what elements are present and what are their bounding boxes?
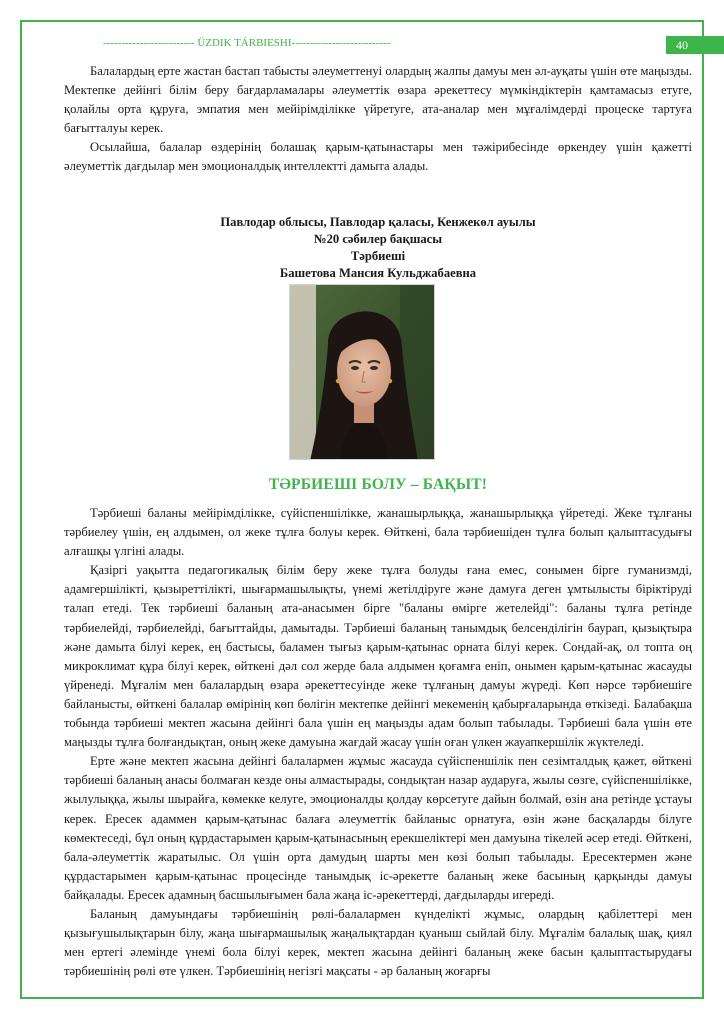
- article-paragraph: Ерте және мектеп жасына дейінгі балалармен жұмыс жасауда сүйіспеншілік пен сезімталдық қажет, өйткені тәрбиеші баланың анасы болмаған кезде оны алмастырады, сондықтан назар аударуға, жылы сөзге, сүйіспеншілікке, жылулыққа, жылы шырайға, көмекке келуге, эмоционалды қолдау көрсетуге дайын болмай, өзін ана ретінде ұстауы керек. Ересек адаммен қарым-қатынас балаға әлеуметтік байланыс орнатуға, өзін және басқаларды білуге көмектеседі, бұл оның құрдастарымен қарым-қатынасының ерекшеліктері мен дамуына тікелей әсер етеді. Өйткені, бала-әлеуметтік жаратылыс. Ол үшін орта дамудың шарты мен көзі болып табылады. Ересектермен және құрдастарымен қарым-қатынас процесінде танымдық іс-әрекетте баланың жеке басының қарқынды дамуы байқалады. Ересек адамның басшылығымен бала жаңа іс-әрекеттерді, дағдыларды игереді.: [64, 754, 693, 902]
- author-name: Башетова Мансия Кульджабаевна: [279, 266, 477, 280]
- article-body: [64, 504, 692, 981]
- article-paragraph: Қазіргі уақытта педагогикалық білім беру жеке тұлға болуды ғана емес, сонымен бірге гуманизмді, адамгершілікті, қызыреттілікті, шығармашылықты, үнемі жетілдіруге және дамуға деген ұмтылысты біріктіруді талап етеді. Тек тәрбиеші баланың ата-анасымен бірге "баланы өмірге жетелейді": баланы тұлға ретінде тәрбиелейді, тәрбиелейді, бағыттайды, дамытады. Тәрбиеші баланың танымдық белсенділігін баурап, қызықтыра және дамыта білуі керек, ең бастысы, баламен тығыз қарым-қатынас орната білуі керек. Сондай-ақ, ол топта оң микроклимат құра білуі керек, өйткені дәл сол жерде бала алдымен қоғамға еніп, онымен қарым-қатынас жасауды үйренеді. Мұғалім мен балалардың өзара әрекеттесуінде жеке тұлғаның дамуы жүреді. Көп нәрсе тәрбиешіге байланысты, өйткені балалар өмірінің көп бөлігін мектепке дейінгі мекеменің қабырғаларында өткізеді. Балабақша тобында тәрбиеші мектеп жасына дейінгі бала үшін ең маңызды адам болып табылады. Тәрбиеші бала үшін өте маңызды тұлға болғандықтан, оның жеке дамуына жағдай жасау үшін оған үлкен жауапкершілік жүктеледі.: [64, 563, 692, 750]
- author-kindergarten: №20 сәбилер бақшасы: [313, 232, 443, 246]
- author-photo: [289, 284, 435, 460]
- author-location: Павлодар облысы, Павлодар қаласы, Кенжекөл ауылы: [220, 215, 536, 229]
- article-title: ТӘРБИЕШІ БОЛУ – БАҚЫТ!: [268, 476, 488, 493]
- author-byline: [64, 214, 692, 282]
- intro-paragraph: Балалардың ерте жастан бастап табысты әлеуметтенуі олардың жалпы дамуы мен әл-ауқаты үшін өте маңызды. Мектепке дейінгі білім беру бағдарламалары әлеуметтік өзара әрекеттесу мүмкіндіктерін қамтамасыз етуге, қолайлы орта құруға, эмпатия мен мейірімділікке үйретуге, ата-аналар мен мұғалімдерді процеске тартуға бағытталуы керек.: [64, 64, 692, 136]
- author-role: Тәрбиеші: [350, 249, 406, 263]
- intro-paragraph: Осылайша, балалар өздерінің болашақ қарым-қатынастары мен тәжірибесінде өркендеу үшін қажетті әлеуметтік дағдылар мен эмоционалдық интеллектті дамыта алады.: [64, 140, 692, 174]
- intro-text: [64, 62, 692, 177]
- running-header: ------------------------- ÜZDIK TÁRBIESHI---------------------------: [103, 37, 391, 49]
- article-paragraph: Тәрбиеші баланы мейірімділікке, сүйіспеншілікке, жанашырлыққа, жанашырлыққа үйретеді. Жеке тұлғаны тәрбиелеу үшін, ең алдымен, ол жеке тұлға болуы керек. Өйткені, бала тәрбиешіден тұлға болып қалыптасудығы алғашқы үлгіні алады.: [64, 506, 692, 559]
- article-paragraph: Баланың дамуындағы тәрбиешінің рөлі-балалармен күнделікті жұмыс, олардың қабілеттері мен қызығушылықтарын білу, жаңа шығармашылық жаңалықтардан қуаныш сыйлай білу. Мұғалім балалық шақ, қиял мен ертегі әлемінде үнемі бола білуі керек, мектеп жасына дейінгі баланың жеке басын қалыптастырудағы тәрбиешінің рөлі өте үлкен. Тәрбиешінің негізгі мақсаты - әр баланың жоғарғы: [64, 906, 692, 979]
- page-number: 40: [666, 36, 724, 54]
